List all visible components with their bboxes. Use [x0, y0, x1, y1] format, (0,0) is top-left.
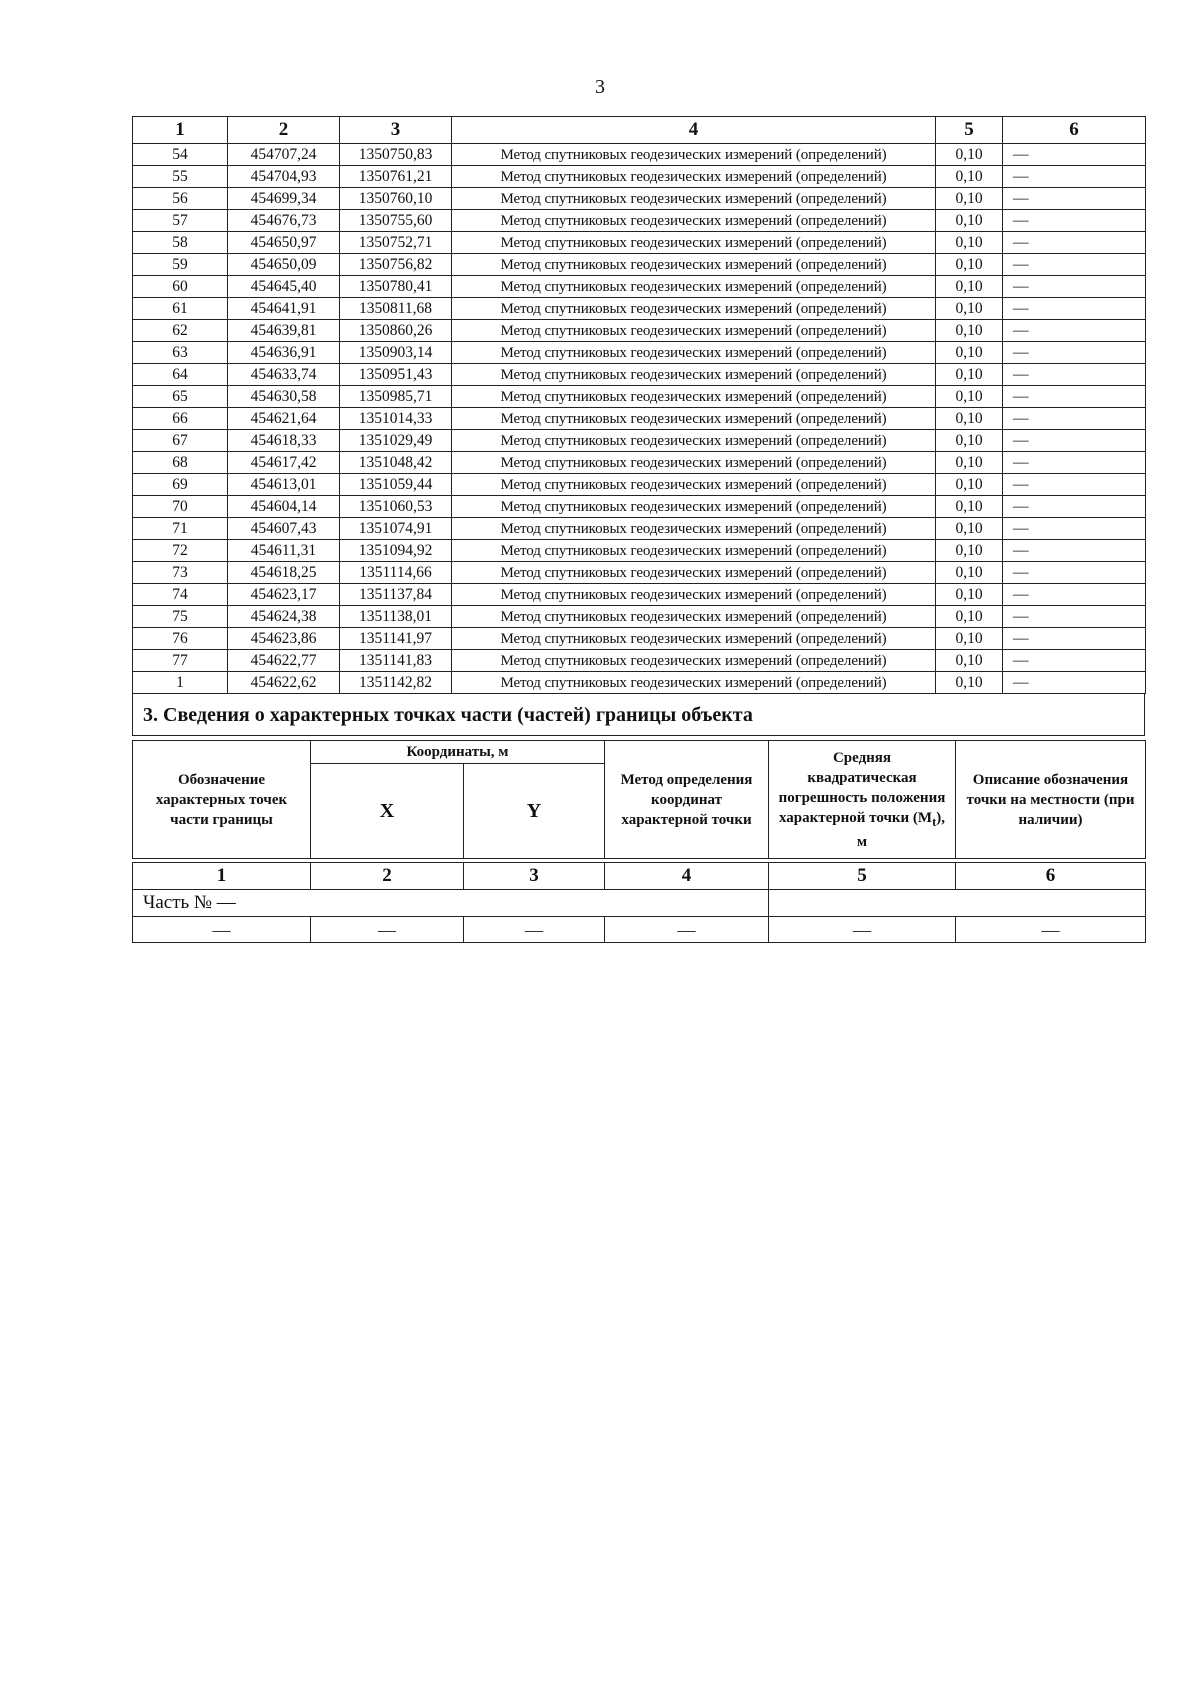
accuracy: 0,10 [936, 452, 1003, 474]
method: Метод спутниковых геодезических измерений (определений) [452, 606, 936, 628]
coord-x: 454623,86 [228, 628, 340, 650]
error-header-tail: ), м [856, 809, 946, 850]
accuracy: 0,10 [936, 232, 1003, 254]
table-row [133, 408, 1146, 430]
x-header: X [311, 764, 464, 859]
column-number: 3 [464, 863, 605, 890]
method: Метод спутниковых геодезических измерений (определений) [452, 496, 936, 518]
description: — [1003, 672, 1146, 694]
accuracy: 0,10 [936, 562, 1003, 584]
method: Метод спутниковых геодезических измерений (определений) [452, 364, 936, 386]
table-row [133, 430, 1146, 452]
description: — [1003, 650, 1146, 672]
coord-y: 1350951,43 [340, 364, 452, 386]
description: — [1003, 430, 1146, 452]
dash-cell: — [133, 917, 311, 943]
accuracy: 0,10 [936, 584, 1003, 606]
coord-x: 454639,81 [228, 320, 340, 342]
point-number: 55 [133, 166, 228, 188]
coord-y: 1350860,26 [340, 320, 452, 342]
method: Метод спутниковых геодезических измерений (определений) [452, 540, 936, 562]
table-row [133, 144, 1146, 166]
description: — [1003, 386, 1146, 408]
description: — [1003, 628, 1146, 650]
y-header: Y [464, 764, 605, 859]
table-row [133, 298, 1146, 320]
coord-y: 1350780,41 [340, 276, 452, 298]
coord-y: 1351074,91 [340, 518, 452, 540]
description: — [1003, 166, 1146, 188]
description: — [1003, 364, 1146, 386]
coord-x: 454623,17 [228, 584, 340, 606]
coord-x: 454617,42 [228, 452, 340, 474]
method: Метод спутниковых геодезических измерений (определений) [452, 518, 936, 540]
description: — [1003, 210, 1146, 232]
method: Метод спутниковых геодезических измерений (определений) [452, 166, 936, 188]
coord-x: 454611,31 [228, 540, 340, 562]
description: — [1003, 320, 1146, 342]
point-number: 67 [133, 430, 228, 452]
method: Метод спутниковых геодезических измерений (определений) [452, 650, 936, 672]
part-number-label: Часть № — [133, 890, 769, 917]
coord-x: 454676,73 [228, 210, 340, 232]
description: — [1003, 254, 1146, 276]
description: — [1003, 584, 1146, 606]
coord-y: 1350755,60 [340, 210, 452, 232]
coord-x: 454650,09 [228, 254, 340, 276]
coord-x: 454636,91 [228, 342, 340, 364]
coord-x: 454699,34 [228, 188, 340, 210]
method: Метод спутниковых геодезических измерений (определений) [452, 628, 936, 650]
accuracy: 0,10 [936, 628, 1003, 650]
coord-y: 1350760,10 [340, 188, 452, 210]
coord-x: 454622,62 [228, 672, 340, 694]
point-number: 68 [133, 452, 228, 474]
coord-y: 1350752,71 [340, 232, 452, 254]
coord-y: 1351142,82 [340, 672, 452, 694]
coord-x: 454650,97 [228, 232, 340, 254]
coord-y: 1351059,44 [340, 474, 452, 496]
coord-y: 1350903,14 [340, 342, 452, 364]
point-number: 61 [133, 298, 228, 320]
table-row [133, 364, 1146, 386]
part-points-table [132, 740, 1146, 859]
point-number: 71 [133, 518, 228, 540]
coord-y: 1350811,68 [340, 298, 452, 320]
description: — [1003, 540, 1146, 562]
accuracy: 0,10 [936, 540, 1003, 562]
coord-x: 454624,38 [228, 606, 340, 628]
description: — [1003, 276, 1146, 298]
table-row [133, 584, 1146, 606]
error-header-text: Средняя квадратическая погрешность положения характерной точки (M [778, 749, 946, 826]
coord-y: 1351138,01 [340, 606, 452, 628]
table-row [133, 650, 1146, 672]
coord-x: 454633,74 [228, 364, 340, 386]
coord-x: 454645,40 [228, 276, 340, 298]
accuracy: 0,10 [936, 144, 1003, 166]
empty-data-row [133, 917, 1146, 943]
point-number: 64 [133, 364, 228, 386]
column-number: 4 [605, 863, 769, 890]
coord-y: 1351048,42 [340, 452, 452, 474]
point-number: 74 [133, 584, 228, 606]
accuracy: 0,10 [936, 166, 1003, 188]
coord-x: 454704,93 [228, 166, 340, 188]
part-points-table-body [132, 862, 1146, 943]
col-designation-header: Обозначение характерных точек части границы [133, 741, 311, 859]
column-number: 6 [956, 863, 1146, 890]
header-cell: 6 [1003, 117, 1146, 144]
accuracy: 0,10 [936, 430, 1003, 452]
coord-x: 454641,91 [228, 298, 340, 320]
table-row [133, 342, 1146, 364]
table-row [133, 518, 1146, 540]
point-number: 72 [133, 540, 228, 562]
accuracy: 0,10 [936, 188, 1003, 210]
coord-y: 1350756,82 [340, 254, 452, 276]
point-number: 70 [133, 496, 228, 518]
accuracy: 0,10 [936, 320, 1003, 342]
boundary-points-table [132, 116, 1146, 694]
point-number: 65 [133, 386, 228, 408]
part-number-empty [769, 890, 1146, 917]
point-number: 58 [133, 232, 228, 254]
coord-y: 1351141,83 [340, 650, 452, 672]
point-number: 1 [133, 672, 228, 694]
point-number: 62 [133, 320, 228, 342]
table-row [133, 254, 1146, 276]
description: — [1003, 188, 1146, 210]
coord-y: 1351094,92 [340, 540, 452, 562]
coord-x: 454607,43 [228, 518, 340, 540]
table-row [133, 540, 1146, 562]
coord-x: 454707,24 [228, 144, 340, 166]
method: Метод спутниковых геодезических измерений (определений) [452, 276, 936, 298]
description: — [1003, 232, 1146, 254]
coord-x: 454618,33 [228, 430, 340, 452]
table-row [133, 232, 1146, 254]
point-number: 57 [133, 210, 228, 232]
column-number: 2 [311, 863, 464, 890]
table-row [133, 210, 1146, 232]
accuracy: 0,10 [936, 408, 1003, 430]
header-cell: 5 [936, 117, 1003, 144]
table-row [133, 320, 1146, 342]
coord-x: 454630,58 [228, 386, 340, 408]
part-number-row [133, 890, 1146, 917]
header-cell: 1 [133, 117, 228, 144]
table-row [133, 166, 1146, 188]
accuracy: 0,10 [936, 386, 1003, 408]
accuracy: 0,10 [936, 672, 1003, 694]
accuracy: 0,10 [936, 606, 1003, 628]
method: Метод спутниковых геодезических измерений (определений) [452, 452, 936, 474]
coord-x: 454613,01 [228, 474, 340, 496]
coord-x: 454622,77 [228, 650, 340, 672]
point-number: 59 [133, 254, 228, 276]
point-number: 66 [133, 408, 228, 430]
coord-y: 1350761,21 [340, 166, 452, 188]
accuracy: 0,10 [936, 474, 1003, 496]
accuracy: 0,10 [936, 298, 1003, 320]
description: — [1003, 452, 1146, 474]
description: — [1003, 342, 1146, 364]
header-cell: 3 [340, 117, 452, 144]
column-number: 5 [769, 863, 956, 890]
description: — [1003, 298, 1146, 320]
table-row [133, 628, 1146, 650]
table-row [133, 386, 1146, 408]
accuracy: 0,10 [936, 210, 1003, 232]
method: Метод спутниковых геодезических измерений (определений) [452, 474, 936, 496]
method: Метод спутниковых геодезических измерений (определений) [452, 386, 936, 408]
point-number: 73 [133, 562, 228, 584]
coord-y: 1350985,71 [340, 386, 452, 408]
coord-x: 454621,64 [228, 408, 340, 430]
coord-y: 1351114,66 [340, 562, 452, 584]
description: — [1003, 518, 1146, 540]
method: Метод спутниковых геодезических измерений (определений) [452, 672, 936, 694]
coord-y: 1351141,97 [340, 628, 452, 650]
description: — [1003, 496, 1146, 518]
accuracy: 0,10 [936, 650, 1003, 672]
method: Метод спутниковых геодезических измерений (определений) [452, 298, 936, 320]
table-header-row [133, 117, 1146, 144]
point-number: 75 [133, 606, 228, 628]
method: Метод спутниковых геодезических измерений (определений) [452, 210, 936, 232]
point-number: 76 [133, 628, 228, 650]
col-method-header: Метод определения координат характерной точки [605, 741, 769, 859]
accuracy: 0,10 [936, 496, 1003, 518]
description: — [1003, 144, 1146, 166]
method: Метод спутниковых геодезических измерений (определений) [452, 408, 936, 430]
page-number: 3 [595, 76, 605, 98]
column-numbers-row [133, 863, 1146, 890]
accuracy: 0,10 [936, 518, 1003, 540]
method: Метод спутниковых геодезических измерений (определений) [452, 430, 936, 452]
description: — [1003, 606, 1146, 628]
dash-cell: — [769, 917, 956, 943]
col-error-header [769, 741, 956, 859]
coord-y: 1351029,49 [340, 430, 452, 452]
accuracy: 0,10 [936, 364, 1003, 386]
table-row [133, 188, 1146, 210]
method: Метод спутниковых геодезических измерений (определений) [452, 342, 936, 364]
error-header-sub: t [932, 814, 937, 829]
method: Метод спутниковых геодезических измерений (определений) [452, 584, 936, 606]
method: Метод спутниковых геодезических измерений (определений) [452, 188, 936, 210]
method: Метод спутниковых геодезических измерений (определений) [452, 320, 936, 342]
point-number: 69 [133, 474, 228, 496]
accuracy: 0,10 [936, 254, 1003, 276]
point-number: 56 [133, 188, 228, 210]
column-number: 1 [133, 863, 311, 890]
method: Метод спутниковых геодезических измерений (определений) [452, 144, 936, 166]
table-row [133, 606, 1146, 628]
table-row [133, 562, 1146, 584]
table-row [133, 452, 1146, 474]
table-row [133, 474, 1146, 496]
description: — [1003, 408, 1146, 430]
point-number: 77 [133, 650, 228, 672]
coord-y: 1351014,33 [340, 408, 452, 430]
header-cell: 2 [228, 117, 340, 144]
description: — [1003, 562, 1146, 584]
point-number: 60 [133, 276, 228, 298]
method: Метод спутниковых геодезических измерений (определений) [452, 254, 936, 276]
dash-cell: — [464, 917, 605, 943]
coordinates-header: Координаты, м [311, 741, 605, 764]
table-row [133, 672, 1146, 694]
coord-y: 1351060,53 [340, 496, 452, 518]
dash-cell: — [311, 917, 464, 943]
dash-cell: — [605, 917, 769, 943]
coord-y: 1350750,83 [340, 144, 452, 166]
col-description-header: Описание обозначения точки на местности (при наличии) [956, 741, 1146, 859]
section-3-title: 3. Сведения о характерных точках части (частей) границы объекта [132, 694, 1145, 736]
coord-y: 1351137,84 [340, 584, 452, 606]
header-cell: 4 [452, 117, 936, 144]
coord-x: 454604,14 [228, 496, 340, 518]
accuracy: 0,10 [936, 342, 1003, 364]
point-number: 63 [133, 342, 228, 364]
coord-x: 454618,25 [228, 562, 340, 584]
table-row [133, 276, 1146, 298]
document-sheet [132, 116, 1145, 943]
method: Метод спутниковых геодезических измерений (определений) [452, 232, 936, 254]
method: Метод спутниковых геодезических измерений (определений) [452, 562, 936, 584]
description: — [1003, 474, 1146, 496]
point-number: 54 [133, 144, 228, 166]
dash-cell: — [956, 917, 1146, 943]
table-row [133, 496, 1146, 518]
accuracy: 0,10 [936, 276, 1003, 298]
